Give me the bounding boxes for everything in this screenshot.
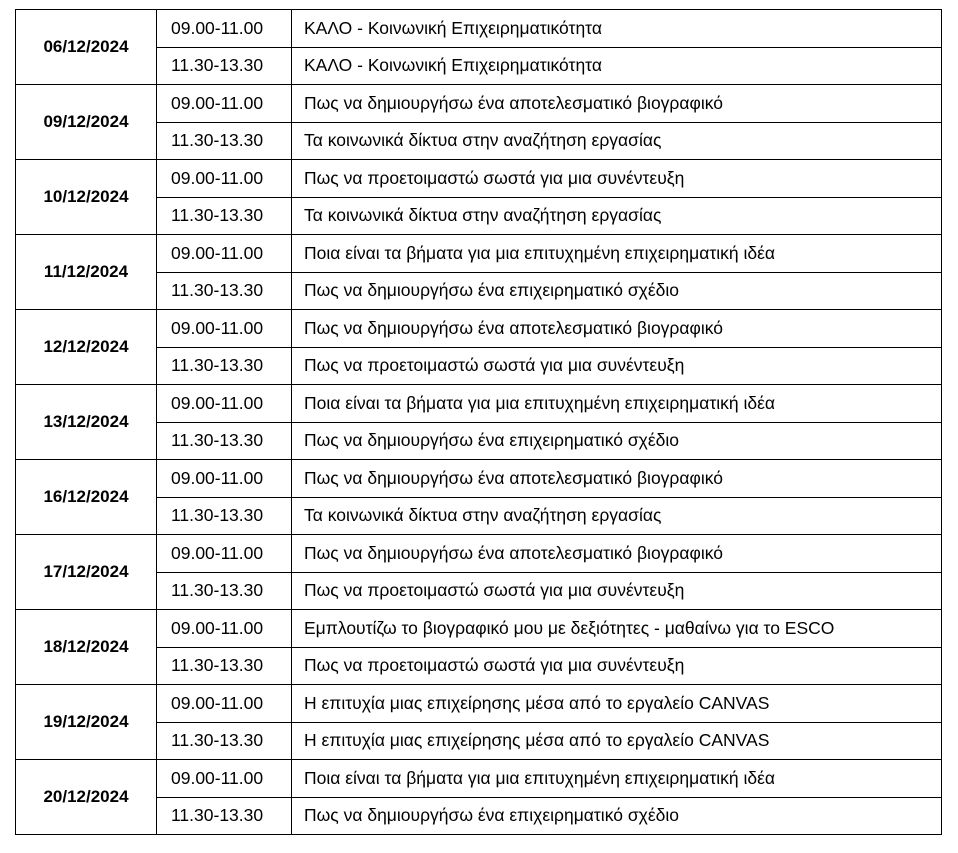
time-cell: 09.00-11.00 <box>157 610 292 648</box>
topic-cell: Η επιτυχία μιας επιχείρησης μέσα από το εργαλείο CANVAS <box>292 722 942 760</box>
session-row <box>16 535 942 573</box>
date-cell: 09/12/2024 <box>16 85 157 160</box>
topic-cell: Η επιτυχία μιας επιχείρησης μέσα από το εργαλείο CANVAS <box>292 685 942 723</box>
time-cell: 09.00-11.00 <box>157 160 292 198</box>
time-cell: 09.00-11.00 <box>157 760 292 798</box>
session-row <box>16 235 942 273</box>
time-cell: 09.00-11.00 <box>157 685 292 723</box>
time-cell: 09.00-11.00 <box>157 535 292 573</box>
topic-cell: Πως να δημιουργήσω ένα επιχειρηματικό σχέδιο <box>292 272 942 310</box>
topic-cell: Τα κοινωνικά δίκτυα στην αναζήτηση εργασίας <box>292 122 942 160</box>
date-cell: 17/12/2024 <box>16 535 157 610</box>
time-cell: 11.30-13.30 <box>157 722 292 760</box>
time-cell: 09.00-11.00 <box>157 235 292 273</box>
time-cell: 11.30-13.30 <box>157 197 292 235</box>
time-cell: 09.00-11.00 <box>157 310 292 348</box>
date-cell: 11/12/2024 <box>16 235 157 310</box>
time-cell: 09.00-11.00 <box>157 460 292 498</box>
session-row <box>16 160 942 198</box>
topic-cell: Εμπλουτίζω το βιογραφικό μου με δεξιότητες - μαθαίνω για το ESCO <box>292 610 942 648</box>
session-row <box>16 310 942 348</box>
time-cell: 11.30-13.30 <box>157 572 292 610</box>
topic-cell: Ποια είναι τα βήματα για μια επιτυχημένη επιχειρηματική ιδέα <box>292 235 942 273</box>
session-row <box>16 610 942 648</box>
topic-cell: ΚΑΛΟ - Κοινωνική Επιχειρηματικότητα <box>292 10 942 48</box>
date-cell: 12/12/2024 <box>16 310 157 385</box>
time-cell: 11.30-13.30 <box>157 122 292 160</box>
session-row <box>16 85 942 123</box>
topic-cell: Ποια είναι τα βήματα για μια επιτυχημένη επιχειρηματική ιδέα <box>292 385 942 423</box>
topic-cell: Πως να δημιουργήσω ένα αποτελεσματικό βιογραφικό <box>292 535 942 573</box>
time-cell: 11.30-13.30 <box>157 797 292 835</box>
session-row <box>16 760 942 798</box>
topic-cell: ΚΑΛΟ - Κοινωνική Επιχειρηματικότητα <box>292 47 942 85</box>
topic-cell: Πως να προετοιμαστώ σωστά για μια συνέντευξη <box>292 160 942 198</box>
topic-cell: Πως να προετοιμαστώ σωστά για μια συνέντευξη <box>292 347 942 385</box>
time-cell: 11.30-13.30 <box>157 347 292 385</box>
topic-cell: Ποια είναι τα βήματα για μια επιτυχημένη επιχειρηματική ιδέα <box>292 760 942 798</box>
date-cell: 10/12/2024 <box>16 160 157 235</box>
topic-cell: Τα κοινωνικά δίκτυα στην αναζήτηση εργασίας <box>292 197 942 235</box>
topic-cell: Πως να δημιουργήσω ένα επιχειρηματικό σχέδιο <box>292 797 942 835</box>
time-cell: 11.30-13.30 <box>157 497 292 535</box>
session-row <box>16 10 942 48</box>
topic-cell: Τα κοινωνικά δίκτυα στην αναζήτηση εργασίας <box>292 497 942 535</box>
schedule-body <box>16 10 942 835</box>
session-row <box>16 385 942 423</box>
date-cell: 06/12/2024 <box>16 10 157 85</box>
time-cell: 09.00-11.00 <box>157 10 292 48</box>
time-cell: 09.00-11.00 <box>157 85 292 123</box>
time-cell: 11.30-13.30 <box>157 47 292 85</box>
topic-cell: Πως να δημιουργήσω ένα αποτελεσματικό βιογραφικό <box>292 460 942 498</box>
date-cell: 19/12/2024 <box>16 685 157 760</box>
session-row <box>16 685 942 723</box>
date-cell: 16/12/2024 <box>16 460 157 535</box>
time-cell: 09.00-11.00 <box>157 385 292 423</box>
time-cell: 11.30-13.30 <box>157 422 292 460</box>
topic-cell: Πως να δημιουργήσω ένα επιχειρηματικό σχέδιο <box>292 422 942 460</box>
date-cell: 18/12/2024 <box>16 610 157 685</box>
session-row <box>16 460 942 498</box>
topic-cell: Πως να δημιουργήσω ένα αποτελεσματικό βιογραφικό <box>292 310 942 348</box>
time-cell: 11.30-13.30 <box>157 272 292 310</box>
topic-cell: Πως να προετοιμαστώ σωστά για μια συνέντευξη <box>292 647 942 685</box>
date-cell: 13/12/2024 <box>16 385 157 460</box>
time-cell: 11.30-13.30 <box>157 647 292 685</box>
date-cell: 20/12/2024 <box>16 760 157 835</box>
topic-cell: Πως να δημιουργήσω ένα αποτελεσματικό βιογραφικό <box>292 85 942 123</box>
schedule-table <box>15 9 942 835</box>
topic-cell: Πως να προετοιμαστώ σωστά για μια συνέντευξη <box>292 572 942 610</box>
